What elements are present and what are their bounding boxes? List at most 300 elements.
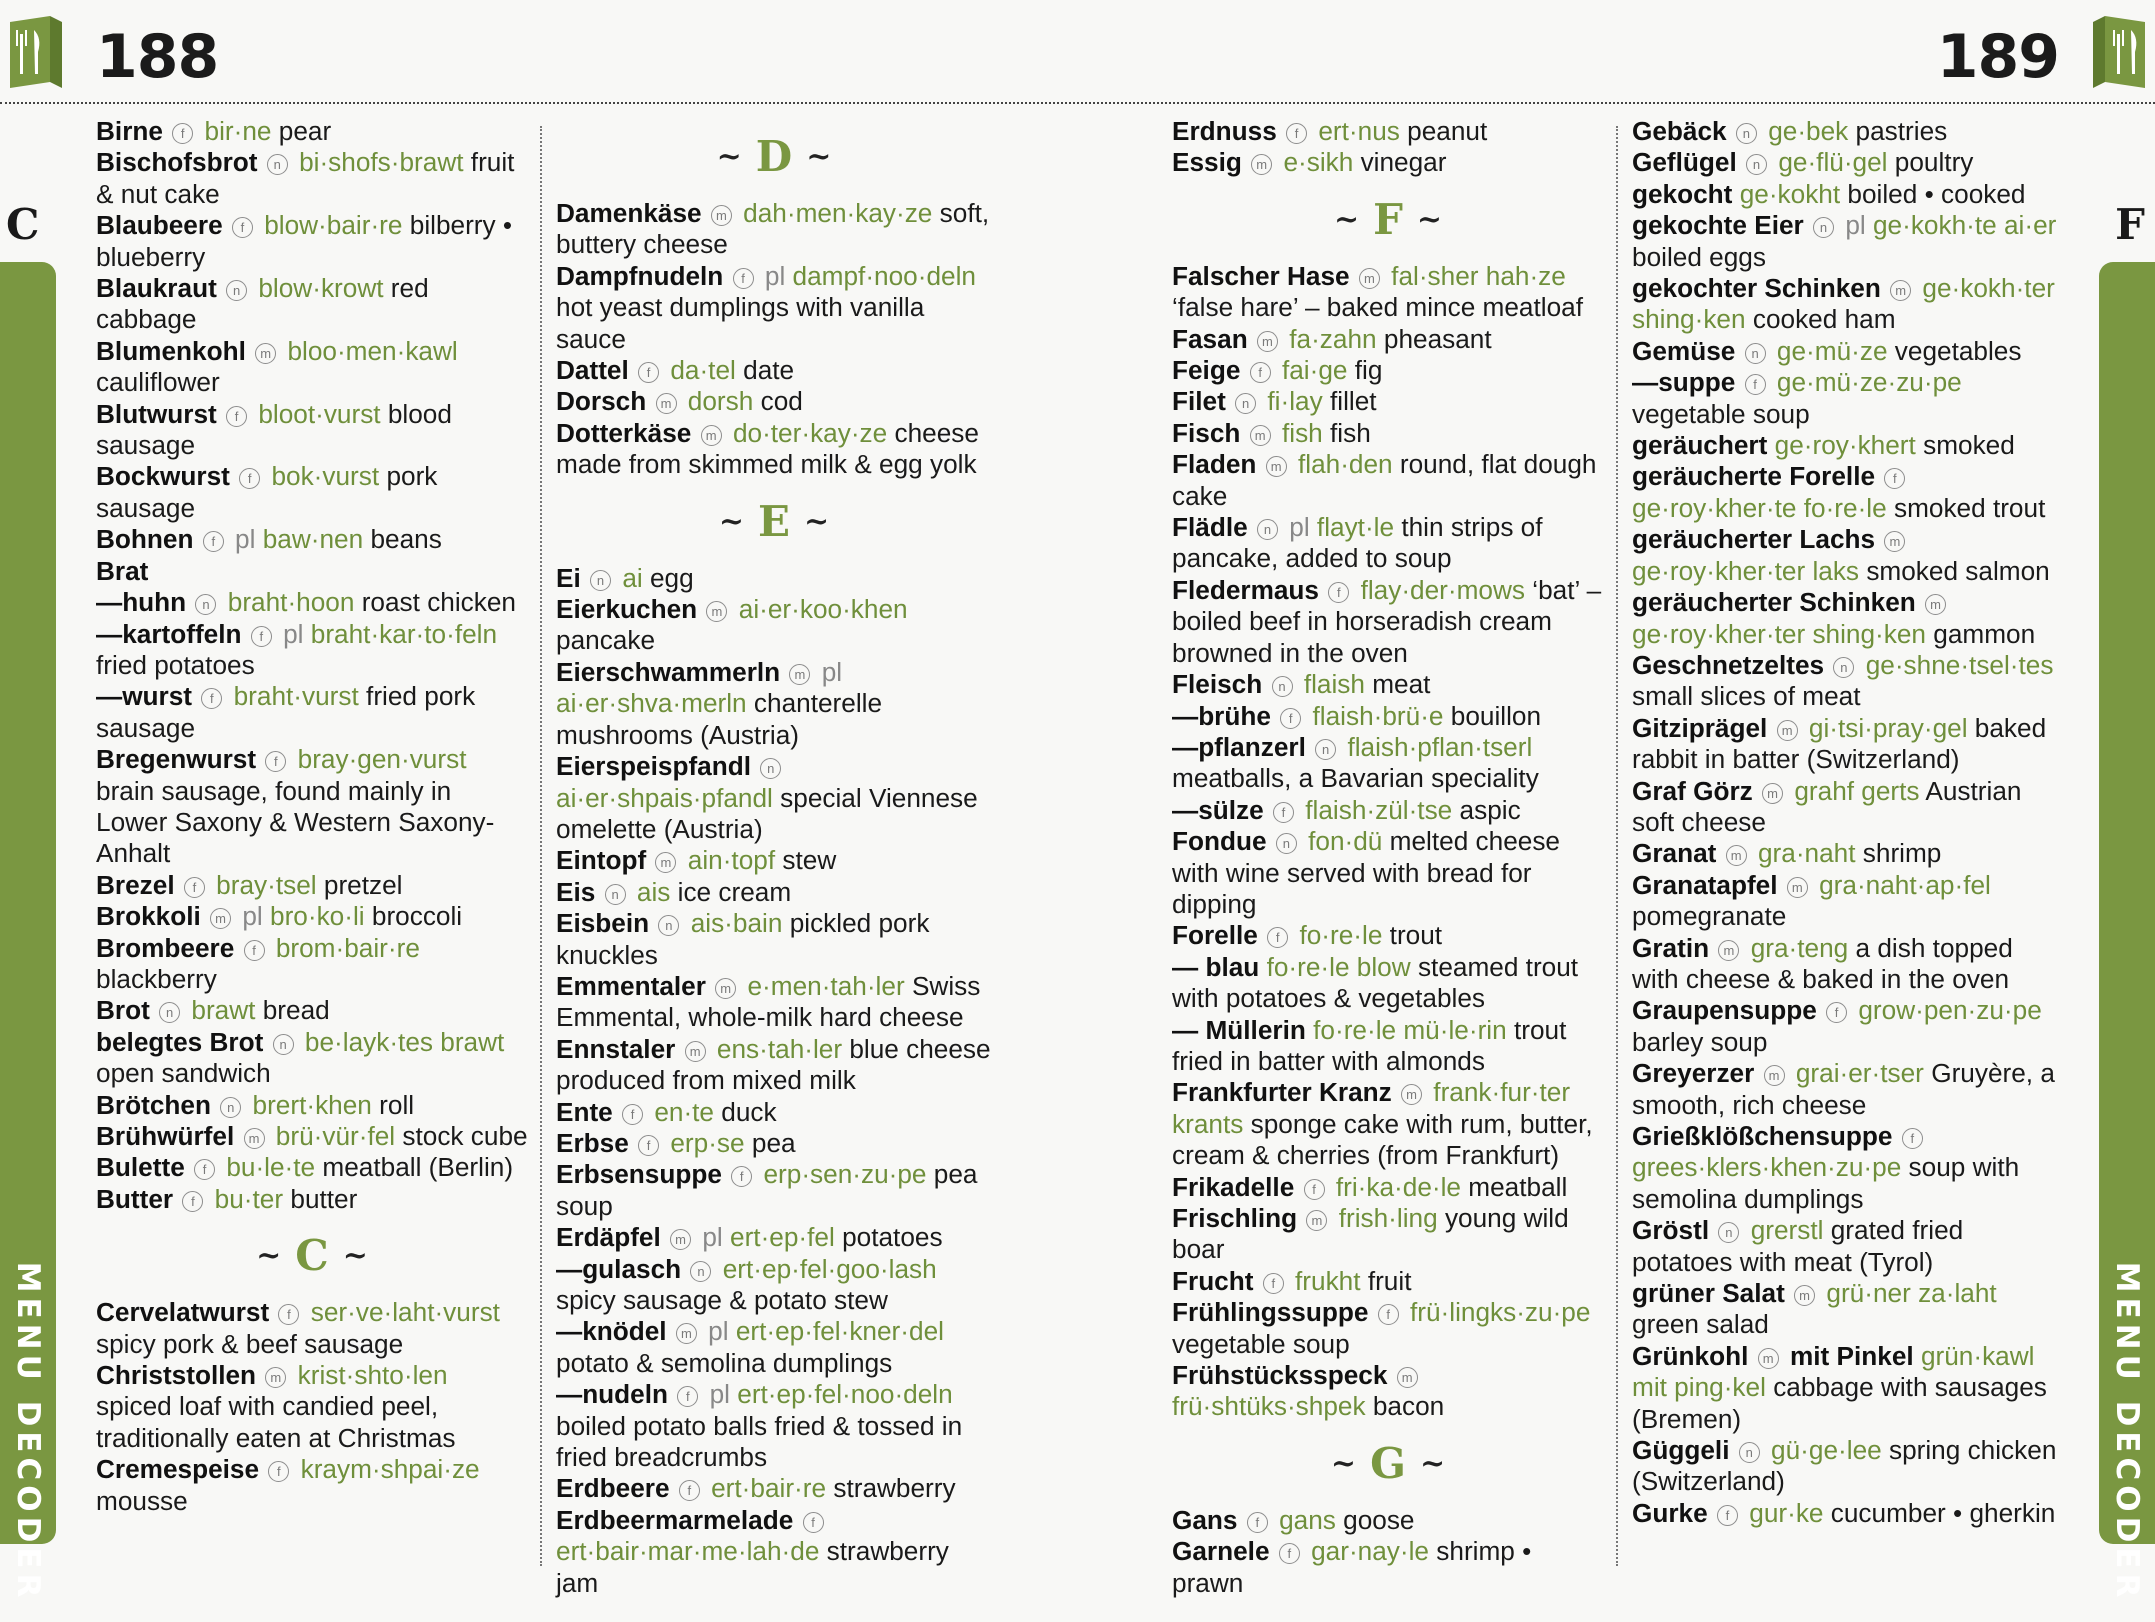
entry-term: geräuchert — [1632, 430, 1768, 461]
entry-term: Dampfnudeln — [556, 260, 724, 291]
entry-term: Damenkäse — [556, 198, 702, 228]
gender-marker: m — [1726, 845, 1747, 866]
plural-marker: pl — [283, 618, 304, 649]
entry-term: Graupensuppe — [1632, 995, 1817, 1026]
pronunciation: ge·bek — [1768, 116, 1849, 146]
gender-marker: m — [789, 664, 810, 685]
glossary-entry — [1632, 147, 2064, 178]
glossary-entry — [1172, 449, 1604, 512]
entry-term: mit Pinkel — [1789, 1340, 1914, 1371]
entry-term: Eis — [556, 876, 596, 907]
gender-marker: f — [203, 531, 224, 552]
pronunciation: brü·vür·fel — [275, 1121, 396, 1151]
tilde-ornament: ~ — [716, 139, 742, 174]
definition: meatball — [1468, 1171, 1568, 1202]
entry-term: —wurst — [96, 681, 193, 712]
pronunciation: e·men·tah·ler — [747, 970, 905, 1001]
entry-term: Greyerzer — [1632, 1058, 1755, 1089]
pronunciation: erp·sen·zu·pe — [763, 1159, 927, 1190]
definition: barley soup — [1632, 1026, 1768, 1057]
pronunciation: flaish·brü·e — [1312, 700, 1444, 731]
definition: fried potatoes — [96, 649, 255, 680]
thumb-tab-letter-right: F — [2115, 200, 2145, 249]
pronunciation: ai·er·shpais·pfandl — [556, 782, 773, 813]
glossary-entry — [96, 1027, 528, 1090]
pronunciation: frü·lingks·zu·pe — [1409, 1297, 1591, 1328]
entry-term: Fisch — [1172, 417, 1241, 448]
definition: blackberry — [96, 963, 217, 994]
pronunciation: ge·roy·kher·ter laks — [1632, 555, 1860, 586]
gender-marker: f — [251, 626, 272, 647]
definition: meatball (Berlin) — [322, 1152, 514, 1183]
pronunciation: erp·se — [670, 1127, 745, 1158]
definition: roll — [379, 1089, 415, 1120]
pronunciation: krist·shto·len — [297, 1360, 448, 1391]
entry-term: —sülze — [1172, 794, 1264, 825]
gender-marker: f — [1826, 1002, 1847, 1023]
entry-term: Brat — [96, 555, 149, 586]
gender-marker: f — [226, 406, 247, 427]
glossary-entry — [556, 877, 992, 908]
definition: boiled • cooked — [1847, 178, 2026, 209]
glossary-entry — [556, 261, 992, 355]
pronunciation: flah·den — [1297, 449, 1393, 480]
gender-marker: n — [273, 1034, 294, 1055]
gender-marker: n — [605, 884, 626, 905]
definition: smoked trout — [1893, 492, 2046, 523]
gender-marker: n — [658, 915, 679, 936]
glossary-entry — [1632, 461, 2064, 524]
entry-term: Gurke — [1632, 1497, 1708, 1528]
page-number-left: 188 — [96, 22, 219, 92]
pronunciation: bok·vurst — [271, 461, 380, 492]
entry-term: Blaubeere — [96, 210, 223, 241]
side-tab-right — [2099, 262, 2155, 1603]
glossary-entry — [1632, 1435, 2064, 1498]
gender-marker: m — [655, 852, 676, 873]
definition: bilberry • blueberry — [96, 210, 513, 272]
definition: blue cheese produced from mixed milk — [556, 1033, 991, 1096]
pronunciation: fal·sher hah·ze — [1391, 260, 1566, 291]
glossary-entry — [556, 1128, 992, 1159]
definition: cabbage with sausages (Bremen) — [1632, 1372, 2047, 1434]
definition: vegetable soup — [1632, 398, 1810, 429]
glossary-entry — [556, 563, 992, 594]
gender-marker: f — [638, 1135, 659, 1156]
pronunciation: brawt — [191, 995, 256, 1026]
definition: special Viennese omelette (Austria) — [556, 782, 978, 844]
pronunciation: ai — [622, 562, 643, 593]
gender-marker: m — [1762, 783, 1783, 804]
entry-term: Frühstücksspeck — [1172, 1360, 1388, 1391]
pronunciation: fo·re·le blow — [1266, 951, 1411, 982]
pronunciation: ert·bair·re — [711, 1473, 827, 1504]
pronunciation: ert·ep·fel·noo·deln — [737, 1379, 953, 1410]
entry-term: Fledermaus — [1172, 574, 1319, 605]
glossary-entry — [1172, 386, 1604, 417]
gender-marker: f — [1247, 1512, 1268, 1533]
definition: pheasant — [1383, 323, 1492, 354]
column-divider — [540, 126, 542, 1566]
definition: ice cream — [677, 876, 792, 907]
definition: fillet — [1329, 386, 1377, 417]
glossary-column-2 — [556, 116, 992, 1599]
definition: bread — [262, 995, 330, 1026]
entry-term: —suppe — [1632, 367, 1736, 398]
glossary-entry — [96, 995, 528, 1026]
entry-term: Birne — [96, 116, 163, 146]
entry-term: Falscher Hase — [1172, 260, 1350, 291]
gender-marker: f — [1717, 1505, 1738, 1526]
gender-marker: f — [1263, 1273, 1284, 1294]
gender-marker: f — [733, 268, 754, 289]
entry-term: Christstollen — [96, 1360, 257, 1391]
glossary-entry — [556, 386, 992, 417]
entry-term: Eierschwammerln — [556, 656, 781, 687]
gender-marker: m — [244, 1128, 265, 1149]
side-tab-label: MENU DECODER — [10, 1261, 46, 1603]
glossary-entry — [556, 1254, 992, 1317]
entry-term: Emmentaler — [556, 970, 706, 1001]
gender-marker: n — [690, 1261, 711, 1282]
definition: green salad — [1632, 1309, 1769, 1340]
glossary-entry — [1172, 116, 1604, 147]
glossary-entry — [1172, 512, 1604, 575]
pronunciation: grahf gerts — [1794, 775, 1920, 806]
entry-term: Geflügel — [1632, 147, 1737, 178]
definition: Austrian soft cheese — [1632, 775, 2022, 837]
gender-marker: m — [706, 601, 727, 622]
definition: butter — [290, 1183, 358, 1214]
glossary-entry — [96, 901, 528, 932]
glossary-entry — [1632, 713, 2064, 776]
gender-marker: n — [1315, 739, 1336, 760]
definition: shrimp • prawn — [1172, 1536, 1532, 1598]
tilde-ornament: ~ — [804, 503, 830, 539]
entry-term: Ei — [556, 562, 581, 593]
entry-term: —kartoffeln — [96, 618, 242, 649]
definition: vinegar — [1360, 147, 1447, 178]
entry-term: Dotterkäse — [556, 417, 692, 448]
pronunciation: ert·nus — [1318, 116, 1400, 146]
entry-term: belegtes Brot — [96, 1026, 264, 1057]
definition: round, flat dough cake — [1172, 449, 1597, 511]
pronunciation: ge·kokht — [1739, 178, 1841, 209]
pronunciation: ert·ep·fel·goo·lash — [722, 1253, 937, 1284]
pronunciation: gra·naht·ap·fel — [1819, 869, 1991, 900]
definition: melted cheese with wine served with bread for dipping — [1172, 826, 1560, 919]
definition: spicy sausage & potato stew — [556, 1285, 888, 1315]
glossary-entry — [1172, 1536, 1604, 1599]
header-divider — [0, 102, 2155, 104]
definition: spring chicken (Switzerland) — [1632, 1435, 2057, 1497]
glossary-entry — [1172, 701, 1604, 732]
glossary-column-3 — [1172, 116, 1604, 1599]
glossary-entry — [556, 751, 992, 845]
pronunciation: frü·shtüks·shpek — [1172, 1391, 1366, 1422]
section-letter: G — [1370, 1438, 1406, 1488]
entry-term: Dorsch — [556, 386, 647, 417]
definition: fig — [1354, 355, 1383, 386]
entry-term: Butter — [96, 1183, 174, 1214]
pronunciation: fri·ka·de·le — [1335, 1171, 1461, 1202]
glossary-entry — [1172, 669, 1604, 700]
gender-marker: m — [685, 1041, 706, 1062]
glossary-entry — [556, 1505, 992, 1599]
entry-term: geräucherte Forelle — [1632, 461, 1876, 492]
entry-term: Bohnen — [96, 524, 194, 555]
entry-term: Erbse — [556, 1127, 629, 1158]
glossary-entry — [556, 418, 992, 481]
plural-marker: pl — [764, 260, 786, 291]
entry-term: Eintopf — [556, 845, 647, 876]
glossary-entry — [1632, 1215, 2064, 1278]
side-tab-label: MENU DECODER — [2109, 1261, 2145, 1603]
definition: shrimp — [1862, 838, 1942, 869]
definition: pancake — [556, 625, 656, 656]
definition: ‘false hare’ – baked mince meatloaf — [1172, 292, 1583, 323]
definition: poultry — [1894, 147, 1974, 178]
definition: fried pork sausage — [96, 681, 476, 743]
gender-marker: f — [677, 1386, 698, 1407]
entry-term: —gulasch — [556, 1253, 682, 1284]
definition: aspic — [1459, 794, 1521, 825]
entry-term: Frikadelle — [1172, 1171, 1295, 1202]
definition: cucumber • gherkin — [1830, 1497, 2056, 1528]
glossary-entry — [1172, 1172, 1604, 1203]
plural-marker: pl — [1845, 210, 1866, 241]
pronunciation: dorsh — [687, 386, 754, 417]
pronunciation: grai·er·tser — [1795, 1058, 1924, 1089]
entry-term: Granat — [1632, 838, 1717, 869]
pronunciation: braht·hoon — [227, 587, 355, 618]
glossary-entry — [96, 587, 528, 618]
pronunciation: bray·gen·vurst — [297, 744, 467, 775]
gender-marker: f — [1745, 374, 1766, 395]
entry-term: Fladen — [1172, 449, 1257, 480]
gender-marker: n — [1235, 393, 1256, 414]
entry-term: Fleisch — [1172, 669, 1263, 700]
glossary-entry — [556, 1379, 992, 1473]
pronunciation: ai·er·shva·merln — [556, 688, 747, 719]
glossary-entry — [96, 116, 528, 147]
definition: stock cube — [402, 1121, 528, 1151]
glossary-entry — [1172, 1297, 1604, 1360]
pronunciation: fish — [1281, 417, 1323, 448]
definition: Swiss Emmental, whole-milk hard cheese — [556, 970, 981, 1033]
gender-marker: n — [1276, 833, 1297, 854]
definition: cauliflower — [96, 367, 220, 398]
gender-marker: f — [1267, 927, 1288, 948]
gender-marker: f — [803, 1512, 824, 1533]
pronunciation: e·sikh — [1283, 147, 1354, 178]
glossary-entry — [556, 1316, 992, 1379]
pronunciation: gur·ke — [1749, 1497, 1824, 1528]
entry-term: Ennstaler — [556, 1033, 676, 1064]
glossary-entry — [556, 657, 992, 751]
pronunciation: be·layk·tes brawt — [304, 1026, 505, 1057]
pronunciation: en·te — [654, 1096, 715, 1127]
glossary-entry — [96, 1184, 528, 1215]
pronunciation: flaish — [1303, 669, 1365, 700]
gender-marker: m — [1758, 1348, 1779, 1369]
entry-term: —knödel — [556, 1316, 667, 1347]
glossary-entry — [96, 1152, 528, 1183]
pronunciation: ser·ve·laht·vurst — [310, 1297, 500, 1328]
definition: bacon — [1372, 1391, 1445, 1422]
entry-term: Blutwurst — [96, 398, 217, 429]
gender-marker: f — [731, 1166, 752, 1187]
glossary-entry — [1632, 870, 2064, 933]
glossary-entry — [1632, 116, 2064, 147]
gender-marker: m — [1266, 456, 1287, 477]
pronunciation: ai·er·koo·khen — [738, 594, 908, 625]
gender-marker: f — [1250, 362, 1271, 383]
pronunciation: blow·bair·re — [264, 210, 403, 241]
page-number-right: 189 — [1936, 22, 2059, 92]
gender-marker: n — [760, 758, 781, 779]
gender-marker: f — [239, 468, 260, 489]
glossary-entry — [96, 681, 528, 744]
glossary-entry — [1172, 261, 1604, 324]
entry-term: Bulette — [96, 1152, 185, 1183]
definition: pomegranate — [1632, 901, 1787, 932]
entry-term: Gitziprägel — [1632, 712, 1768, 743]
pronunciation: gü·ge·lee — [1771, 1435, 1882, 1466]
entry-term: Grünkohl — [1632, 1340, 1749, 1371]
entry-term: Erdbeere — [556, 1473, 670, 1504]
entry-term: Güggeli — [1632, 1435, 1730, 1466]
entry-term: gekocht — [1632, 178, 1733, 209]
entry-term: Gröstl — [1632, 1215, 1710, 1246]
definition: fruit — [1367, 1265, 1412, 1296]
gender-marker: n — [267, 154, 288, 175]
entry-term: Frankfurter Kranz — [1172, 1077, 1392, 1108]
pronunciation: ge·mü·ze — [1776, 335, 1888, 366]
pronunciation: frukht — [1295, 1265, 1361, 1296]
entry-term: Frischling — [1172, 1203, 1298, 1233]
definition: broccoli — [371, 901, 463, 932]
pronunciation: ge·flü·gel — [1778, 147, 1888, 178]
plural-marker: pl — [242, 901, 263, 932]
glossary-entry — [96, 336, 528, 399]
definition: peanut — [1407, 116, 1488, 146]
definition: blood sausage — [96, 398, 452, 461]
gender-marker: m — [1777, 720, 1798, 741]
pronunciation: gans — [1279, 1504, 1336, 1535]
definition: pork sausage — [96, 461, 438, 523]
glossary-entry — [96, 524, 528, 555]
entry-term: geräucherter Lachs — [1632, 524, 1876, 555]
definition: goose — [1343, 1504, 1415, 1535]
entry-term: Ente — [556, 1096, 613, 1127]
entry-term: Erbsensuppe — [556, 1159, 722, 1190]
glossary-entry — [1632, 367, 2064, 430]
gender-marker: n — [1813, 217, 1834, 238]
gender-marker: n — [1736, 123, 1757, 144]
glossary-entry — [1172, 355, 1604, 386]
definition: pretzel — [323, 869, 403, 900]
glossary-entry — [96, 147, 528, 210]
definition: young wild boar — [1172, 1203, 1569, 1265]
gender-marker: m — [1718, 940, 1739, 961]
gender-marker: m — [210, 908, 231, 929]
definition: meatballs, a Bavarian speciality — [1172, 763, 1539, 794]
entry-term: Dattel — [556, 355, 629, 386]
glossary-entry — [1172, 826, 1604, 920]
section-heading — [96, 1215, 528, 1297]
pronunciation: frank·fur·ter krants — [1172, 1077, 1571, 1139]
gender-marker: f — [1884, 468, 1905, 489]
definition: vegetable soup — [1172, 1328, 1350, 1359]
gender-marker: n — [1739, 1442, 1760, 1463]
gender-marker: m — [1257, 331, 1278, 352]
pronunciation: gi·tsi·pray·gel — [1808, 712, 1968, 743]
entry-term: gekochte Eier — [1632, 210, 1804, 241]
definition: boiled eggs — [1632, 241, 1766, 272]
entry-term: Gemüse — [1632, 335, 1736, 366]
pronunciation: gra·naht — [1757, 838, 1856, 869]
definition: grated fried potatoes with meat (Tyrol) — [1632, 1215, 1964, 1277]
entry-term: Brühwürfel — [96, 1121, 235, 1151]
definition: a dish topped with cheese & baked in the oven — [1632, 932, 2013, 994]
definition: ‘bat’ – boiled beef in horseradish cream browned in the oven — [1172, 574, 1602, 668]
entry-term: Granatapfel — [1632, 869, 1778, 900]
tilde-ornament: ~ — [256, 1238, 282, 1274]
definition: pastries — [1855, 116, 1948, 146]
glossary-entry — [1632, 1278, 2064, 1341]
entry-term: Geschnetzeltes — [1632, 649, 1825, 680]
pronunciation: ais·bain — [690, 908, 783, 939]
definition: pea — [751, 1127, 796, 1158]
glossary-entry — [1632, 1121, 2064, 1215]
gender-marker: m — [701, 425, 722, 446]
definition: strawberry — [833, 1473, 956, 1504]
glossary-entry — [1172, 952, 1604, 1015]
tilde-ornament: ~ — [806, 139, 832, 174]
definition: fruit & nut cake — [96, 147, 515, 209]
pronunciation: fai·ge — [1281, 355, 1348, 386]
entry-term: Grießklößchensuppe — [1632, 1121, 1893, 1151]
definition: roast chicken — [361, 587, 516, 618]
definition: potatoes — [842, 1222, 943, 1253]
gender-marker: n — [1833, 657, 1854, 678]
glossary-entry — [1632, 524, 2064, 587]
gender-marker: n — [1745, 343, 1766, 364]
entry-term: Frühlingssuppe — [1172, 1297, 1369, 1328]
entry-term: Flädle — [1172, 512, 1248, 543]
pronunciation: fi·lay — [1267, 386, 1323, 417]
gender-marker: n — [226, 280, 247, 301]
pronunciation: grün·kawl mit ping·kel — [1632, 1340, 2035, 1403]
glossary-entry — [96, 619, 528, 682]
glossary-entry — [96, 1360, 528, 1454]
glossary-entry — [556, 908, 992, 971]
tilde-ornament: ~ — [1419, 1445, 1446, 1481]
pronunciation: ens·tah·ler — [716, 1033, 843, 1064]
entry-term: Eierkuchen — [556, 594, 698, 625]
section-heading — [556, 116, 992, 198]
definition: vegetables — [1894, 335, 2022, 366]
glossary-entry — [1172, 324, 1604, 355]
definition: cod — [760, 386, 803, 417]
glossary-entry — [96, 210, 528, 273]
glossary-entry — [1172, 147, 1604, 178]
gender-marker: f — [1279, 1543, 1300, 1564]
pronunciation: ge·kokh·te ai·er — [1872, 210, 2057, 241]
glossary-entry — [1172, 1505, 1604, 1536]
gender-marker: m — [656, 393, 677, 414]
